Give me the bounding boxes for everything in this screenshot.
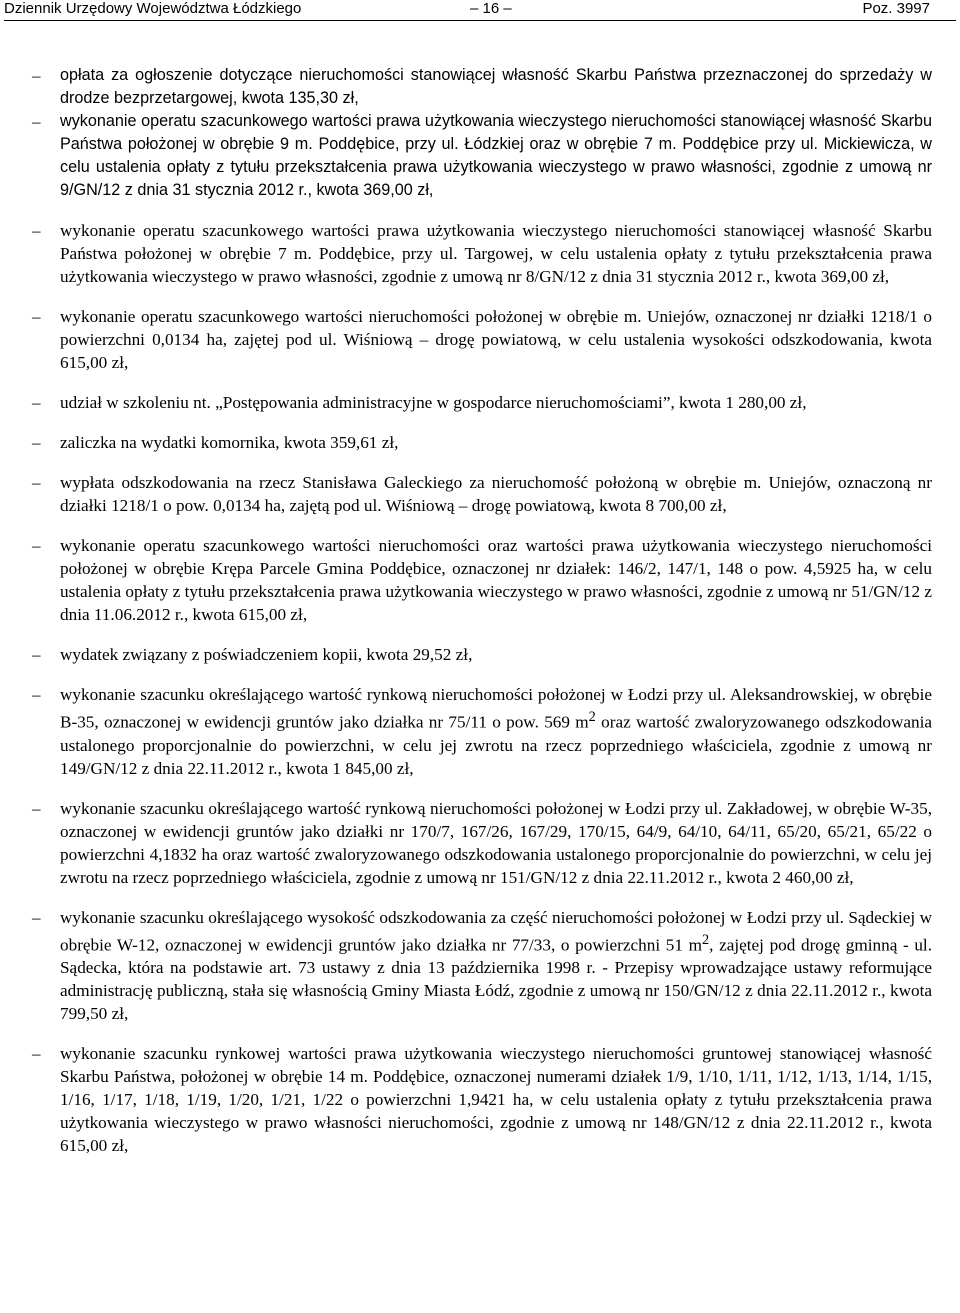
list-item	[28, 643, 932, 666]
list-item-text: opłata za ogłoszenie dotyczące nieruchomości stanowiącej własność Skarbu Państwa przeznaczonej do sprzedaży w drodze bezprzetargowej, kwota 135,30 zł,	[60, 66, 932, 107]
list-item	[28, 431, 932, 454]
list-item	[28, 534, 932, 626]
dash-bullet: –	[32, 433, 41, 452]
dash-bullet: –	[32, 798, 41, 818]
list-item-text: wykonanie operatu szacunkowego wartości nieruchomości oraz wartości prawa użytkowania wieczystego nieruchomości położonej w obrębie Krępa Parcele Gmina Poddębice, oznaczonej nr działek: 146/2, 147/1, 148 o pow. 4,5925 ha, w celu ustalenia opłaty z tytułu przekształcenia prawa użytkowania wieczystego w prawo własności, zgodnie z umową nr 51/GN/12 z dnia 11.06.2012 r., kwota 615,00 zł,	[60, 536, 932, 624]
list-item	[28, 219, 932, 288]
position-number: Poz. 3997	[862, 0, 930, 17]
list-item-text	[60, 906, 932, 1026]
document-body	[28, 64, 932, 1157]
list-item-text: wykonanie szacunku określającego wartość rynkową nieruchomości położonej w Łodzi przy ul. Zakładowej, w obrębie W-35, oznaczonej w ewidencji gruntów jako działki nr 170/7, 167/26, 167/29, 170/15, 64/9, 64/10, 64/11, 65/20, 65/21, 65/22 o powierzchni 4,1832 ha oraz wartość zwaloryzowanego odszkodowania ustalonego proporcjonalnie do powierzchni, w celu jej zwrotu na rzecz poprzedniego właściciela, zgodnie z umową nr 151/GN/12 z dnia 22.11.2012 r., kwota 2 460,00 zł,	[60, 798, 932, 887]
list-item	[28, 906, 932, 1026]
dash-bullet: –	[32, 473, 41, 492]
dash-bullet: –	[32, 307, 41, 326]
list-item	[28, 64, 932, 110]
list-item	[28, 110, 932, 202]
list-item-text: udział w szkoleniu nt. „Postępowania administracyjne w gospodarce nieruchomościami”, kwota 1 280,00 zł,	[60, 393, 807, 412]
list-item-text	[60, 683, 932, 780]
page-number: – 16 –	[470, 0, 512, 17]
dash-bullet: –	[32, 645, 41, 664]
list-item	[28, 1042, 932, 1157]
list-item-text-part: wykonanie szacunku określającego wartość rynkową nieruchomości położonej w Łodzi przy ul. Aleksandrowskiej, w obrębie B-35, oznaczonej w ewidencji gruntów jako działka nr 75/11 o pow. 569 m	[60, 685, 932, 732]
dash-bullet: –	[32, 1044, 41, 1064]
dash-bullet: –	[32, 536, 41, 555]
list-item-text-part: , zajętej pod drogę gminną - ul. Sądecka, która na podstawie art. 73 ustawy z dnia 13 października 1998 r. - Przepisy wprowadzające ustawy reformujące administrację publiczną, stała się własnością Gminy Miasta Łódź, zgodnie z umową nr 150/GN/12 z dnia 22.11.2012 r., kwota 799,50 zł,	[60, 935, 932, 1024]
list-item-text: zaliczka na wydatki komornika, kwota 359,61 zł,	[60, 433, 399, 452]
dash-bullet: –	[32, 685, 41, 704]
dash-bullet: –	[32, 393, 41, 412]
list-item-text: wykonanie operatu szacunkowego wartości prawa użytkowania wieczystego nieruchomości stanowiącej własność Skarbu Państwa położonej w obrębie 7 m. Poddębice, przy ul. Targowej, w celu ustalenia opłaty z tytułu przekształcenia prawa użytkowania wieczystego w prawo własności, zgodnie z umową nr 8/GN/12 z dnia 31 stycznia 2012 r., kwota 369,00 zł,	[60, 221, 932, 286]
list-item-text: wykonanie operatu szacunkowego wartości prawa użytkowania wieczystego nieruchomości stanowiącej własność Skarbu Państwa położonej w obrębie 9 m. Poddębice, przy ul. Łódzkiej oraz w obrębie 7 m. Poddębice przy ul. Mickiewicza, w celu ustalenia opłaty z tytułu przekształcenia prawa użytkowania wieczystego w prawo własności, zgodnie z umową nr 9/GN/12 z dnia 31 stycznia 2012 r., kwota 369,00 zł,	[60, 112, 932, 199]
superscript: 2	[701, 931, 710, 948]
list-item	[28, 391, 932, 414]
list-item-text: wydatek związany z poświadczeniem kopii, kwota 29,52 zł,	[60, 645, 473, 664]
superscript: 2	[588, 709, 596, 725]
page-header	[4, 0, 956, 21]
list-item-text-part: oraz wartość zwaloryzowanego odszkodowania ustalonego proporcjonalnie do powierzchni, w celu jej zwrotu na rzecz poprzedniego właściciela, zgodnie z umową nr 149/GN/12 z dnia 22.11.2012 r., kwota 1 845,00 zł,	[60, 712, 933, 778]
list-item-text: wypłata odszkodowania na rzecz Stanisława Galeckiego za nieruchomość położoną w obrębie m. Uniejów, oznaczoną nr działki 1218/1 o pow. 0,0134 ha, zajętą pod ul. Wiśniową – drogę powiatową, kwota 8 700,00 zł,	[60, 473, 932, 515]
dash-bullet: –	[32, 66, 41, 85]
dash-bullet: –	[32, 221, 41, 240]
list-item	[28, 471, 932, 517]
dash-bullet: –	[32, 112, 41, 131]
list-item	[28, 797, 932, 889]
dash-bullet: –	[32, 907, 41, 927]
list-item	[28, 683, 932, 780]
list-item	[28, 305, 932, 374]
list-item-text: wykonanie szacunku rynkowej wartości prawa użytkowania wieczystego nieruchomości gruntowej stanowiącej własność Skarbu Państwa, położonej w obrębie 14 m. Poddębice, oznaczonej numerami działek 1/9, 1/10, 1/11, 1/12, 1/13, 1/14, 1/15, 1/16, 1/17, 1/18, 1/19, 1/20, 1/21, 1/22 o powierzchni 1,9421 ha, w celu ustalenia opłaty z tytułu przekształcenia prawa użytkowania wieczystego w prawo własności nieruchomości, zgodnie z umową nr 148/GN/12 z dnia 22.11.2012 r., kwota 615,00 zł,	[60, 1044, 932, 1156]
journal-title: Dziennik Urzędowy Województwa Łódzkiego	[4, 0, 302, 17]
list-item-text-part: wykonanie szacunku określającego wysokość odszkodowania za część nieruchomości położonej w Łodzi przy ul. Sądeckiej w obrębie W-12, oznaczonej w ewidencji gruntów jako działka nr 77/33, o powierzchni 51 m	[60, 907, 932, 955]
list-item-text: wykonanie operatu szacunkowego wartości nieruchomości położonej w obrębie m. Uniejów, oznaczonej nr działki 1218/1 o powierzchni 0,0134 ha, zajętej pod ul. Wiśniową – drogę powiatową, w celu ustalenia wysokości odszkodowania, kwota 615,00 zł,	[60, 307, 932, 372]
